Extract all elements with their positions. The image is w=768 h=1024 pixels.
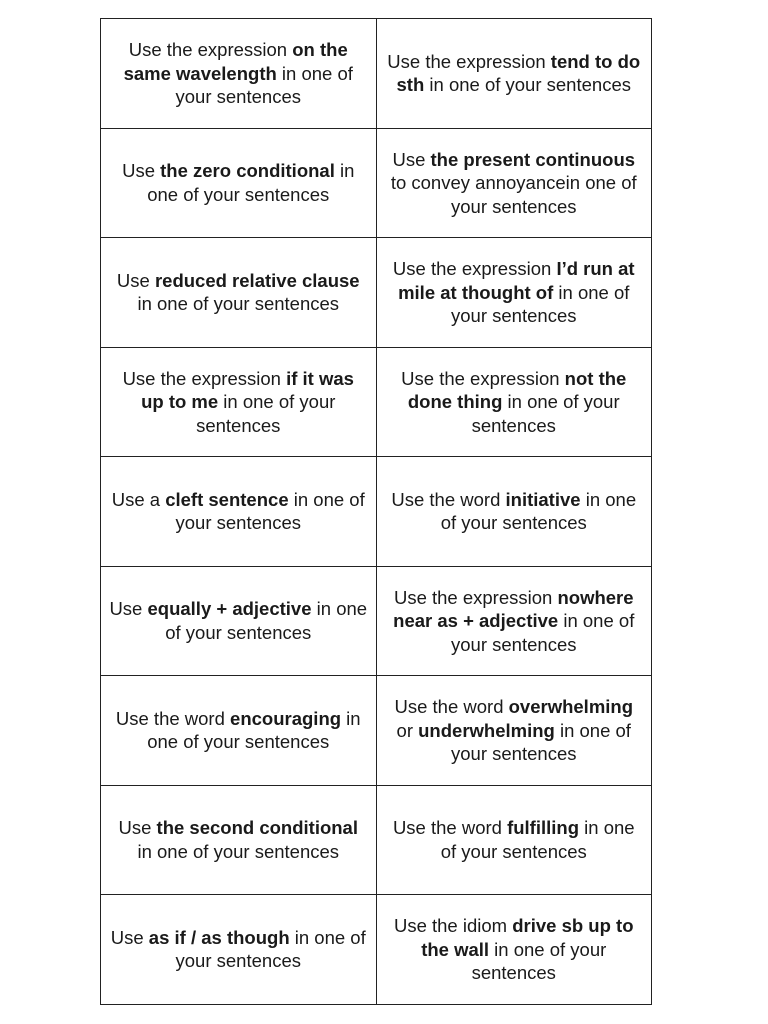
card-row [101, 566, 652, 676]
task-card: Use the expression not the done thing in one of your sentences [376, 347, 652, 457]
task-card: Use the word encouraging in one of your sentences [101, 676, 377, 786]
task-card: Use the expression I’d run at mile at thought of in one of your sentences [376, 238, 652, 348]
card-row [101, 676, 652, 786]
task-card: Use the expression if it was up to me in one of your sentences [101, 347, 377, 457]
card-row [101, 19, 652, 129]
task-card: Use as if / as though in one of your sentences [101, 895, 377, 1005]
task-card: Use the present continuous to convey annoyancein one of your sentences [376, 128, 652, 238]
card-row [101, 457, 652, 567]
task-card-grid [100, 18, 652, 1005]
card-row [101, 785, 652, 895]
task-card: Use the expression tend to do sth in one of your sentences [376, 19, 652, 129]
task-card: Use equally + adjective in one of your sentences [101, 566, 377, 676]
task-card: Use the expression nowhere near as + adjective in one of your sentences [376, 566, 652, 676]
task-card: Use the idiom drive sb up to the wall in one of your sentences [376, 895, 652, 1005]
task-card: Use the second conditional in one of your sentences [101, 785, 377, 895]
card-row [101, 128, 652, 238]
card-row [101, 238, 652, 348]
task-card: Use the word overwhelming or underwhelming in one of your sentences [376, 676, 652, 786]
task-card: Use the word fulfilling in one of your sentences [376, 785, 652, 895]
task-card: Use reduced relative clause in one of your sentences [101, 238, 377, 348]
task-card: Use the expression on the same wavelength in one of your sentences [101, 19, 377, 129]
card-row [101, 895, 652, 1005]
card-rows [101, 19, 652, 1005]
task-card: Use the zero conditional in one of your sentences [101, 128, 377, 238]
task-card: Use the word initiative in one of your sentences [376, 457, 652, 567]
card-row [101, 347, 652, 457]
task-card: Use a cleft sentence in one of your sentences [101, 457, 377, 567]
